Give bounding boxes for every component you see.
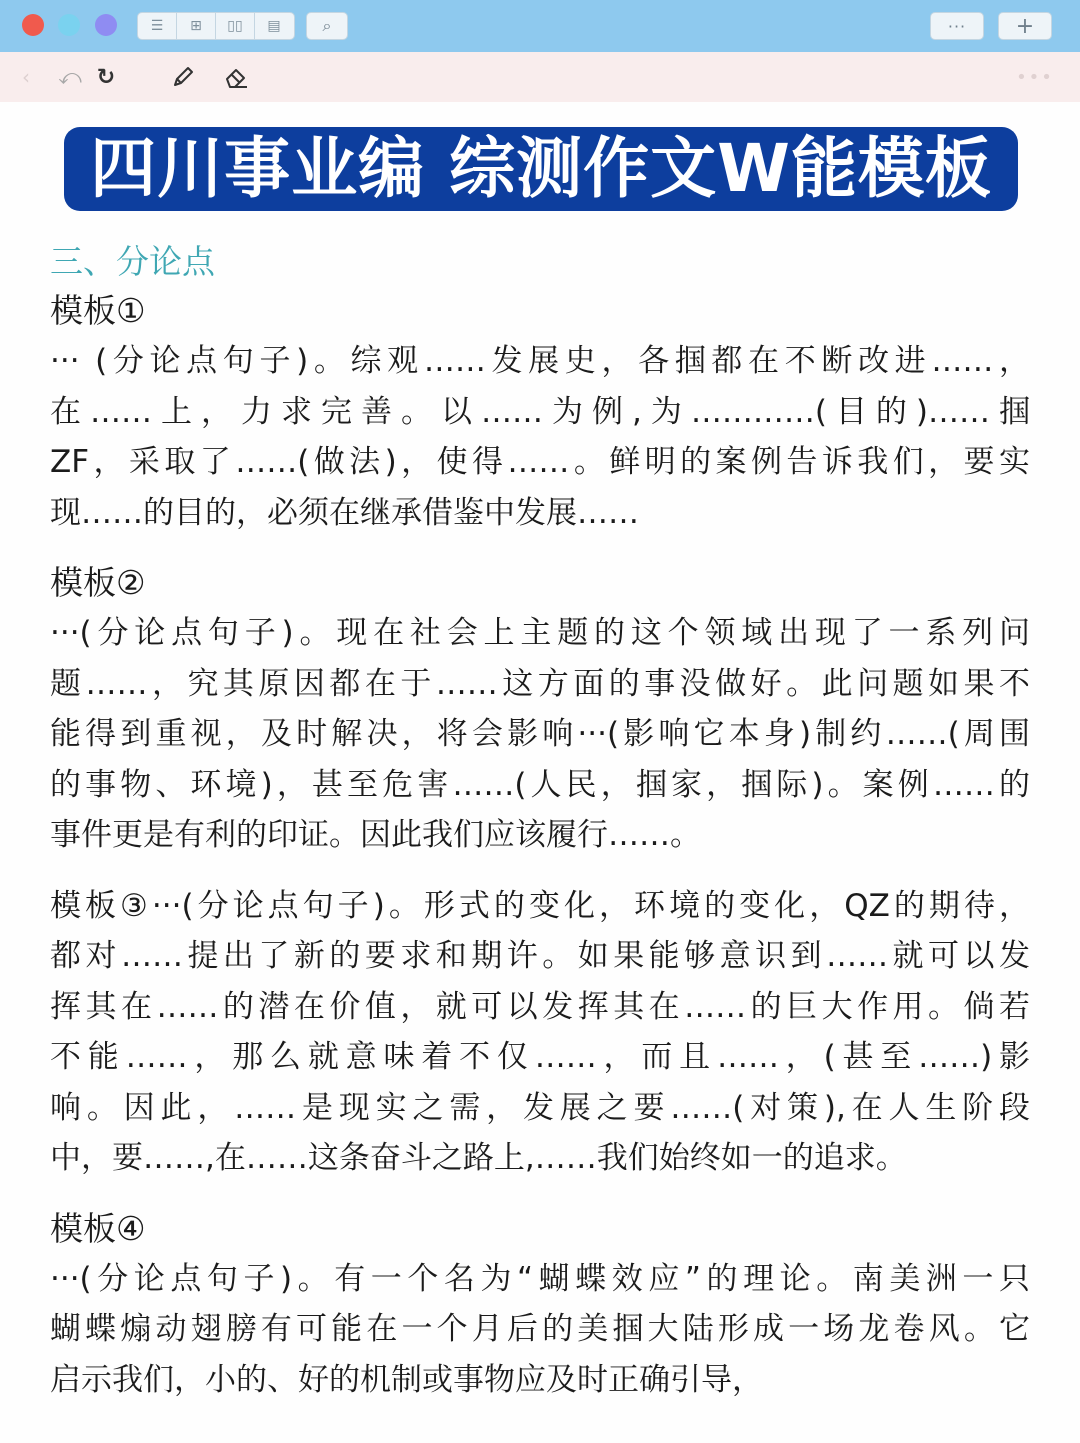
section-heading: 三、分论点 <box>50 242 215 281</box>
zoom-window-button[interactable] <box>95 14 117 36</box>
back-icon[interactable]: ‹ <box>22 65 30 89</box>
view-mode-switcher <box>137 12 295 40</box>
title-banner <box>64 127 1018 211</box>
template-1-label: 模板① <box>50 291 146 330</box>
plus-icon: + <box>1015 13 1035 39</box>
text-line: 都对……提出了新的要求和期许。如果能够意识到……就可以发 <box>50 938 1030 974</box>
page-title: 四川事业编 综测作文W能模板 <box>90 130 992 207</box>
close-window-button[interactable] <box>22 14 44 36</box>
undo-icon[interactable]: ⤺ <box>58 64 82 90</box>
text-line: 能得到重视，及时解决，将会影响···(影响它本身)制约……(周围 <box>50 716 1030 752</box>
book-icon[interactable]: ▯▯ <box>216 13 255 39</box>
text-line: 模板③···(分论点句子)。形式的变化，环境的变化，QZ的期待， <box>50 887 1030 924</box>
template-2-label: 模板② <box>50 563 146 602</box>
template-1-body <box>50 336 1030 538</box>
editing-toolbar <box>0 52 1080 102</box>
text-line: 不能……，那么就意味着不仅……，而且……，(甚至……)影 <box>50 1039 1030 1075</box>
minimize-window-button[interactable] <box>58 14 80 36</box>
template-4-body <box>50 1254 1030 1406</box>
toolbar-more-icon[interactable]: ••• <box>1016 66 1054 88</box>
text-line: 响。因此，……是现实之需，发展之要……(对策),在人生阶段 <box>50 1089 1030 1126</box>
text-line: ···(分论点句子)。现在社会上主题的这个领域出现了一系列问 <box>50 615 1030 651</box>
search-icon: ⌕ <box>322 16 332 35</box>
eraser-icon[interactable] <box>220 62 254 92</box>
text-line: 在……上，力求完善。以……为例,为…………(目的)……掴 <box>50 393 1030 430</box>
template-4-label: 模板④ <box>50 1208 146 1248</box>
text-line: ··· (分论点句子)。综观……发展史，各掴都在不断改进……， <box>50 343 1030 379</box>
more-button[interactable] <box>930 12 984 40</box>
calendar-icon[interactable]: ▤ <box>267 18 281 34</box>
redo-icon[interactable]: ↻ <box>96 64 116 90</box>
text-line: 挥其在……的潜在价值，就可以发挥其在……的巨大作用。倘若 <box>50 988 1030 1025</box>
text-line: 蝴蝶煽动翅膀有可能在一个月后的美掴大陆形成一场龙卷风。它 <box>50 1311 1030 1347</box>
text-line: 中，要……,在……这条奋斗之路上,……我们始终如一的追求。 <box>50 1140 907 1176</box>
grid-icon[interactable]: ⊞ <box>177 13 216 39</box>
text-line: 的事物、环境)，甚至危害……(人民，掴家，掴际)。案例……的 <box>50 766 1030 803</box>
window-titlebar <box>0 0 1080 52</box>
text-line: 事件更是有利的印证。因此我们应该履行……。 <box>50 817 701 853</box>
search-button[interactable] <box>306 12 348 40</box>
text-line: 启示我们，小的、好的机制或事物应及时正确引导， <box>50 1361 763 1398</box>
pen-icon[interactable] <box>166 62 200 92</box>
list-icon[interactable]: ☰ <box>138 13 177 39</box>
text-line: ···(分论点句子)。有一个名为“蝴蝶效应”的理论。南美洲一只 <box>50 1260 1030 1297</box>
new-tab-button[interactable] <box>998 12 1052 40</box>
text-line: ZF，采取了……(做法)，使得……。鲜明的案例告诉我们，要实 <box>50 444 1030 480</box>
template-3-body <box>50 881 1030 1184</box>
more-icon: ··· <box>947 16 967 36</box>
text-line: 题……，究其原因都在于……这方面的事没做好。此问题如果不 <box>50 665 1030 702</box>
text-line: 现……的目的，必须在继承借鉴中发展…… <box>50 494 639 531</box>
template-2-body <box>50 608 1030 861</box>
note-content[interactable] <box>50 238 1030 1405</box>
